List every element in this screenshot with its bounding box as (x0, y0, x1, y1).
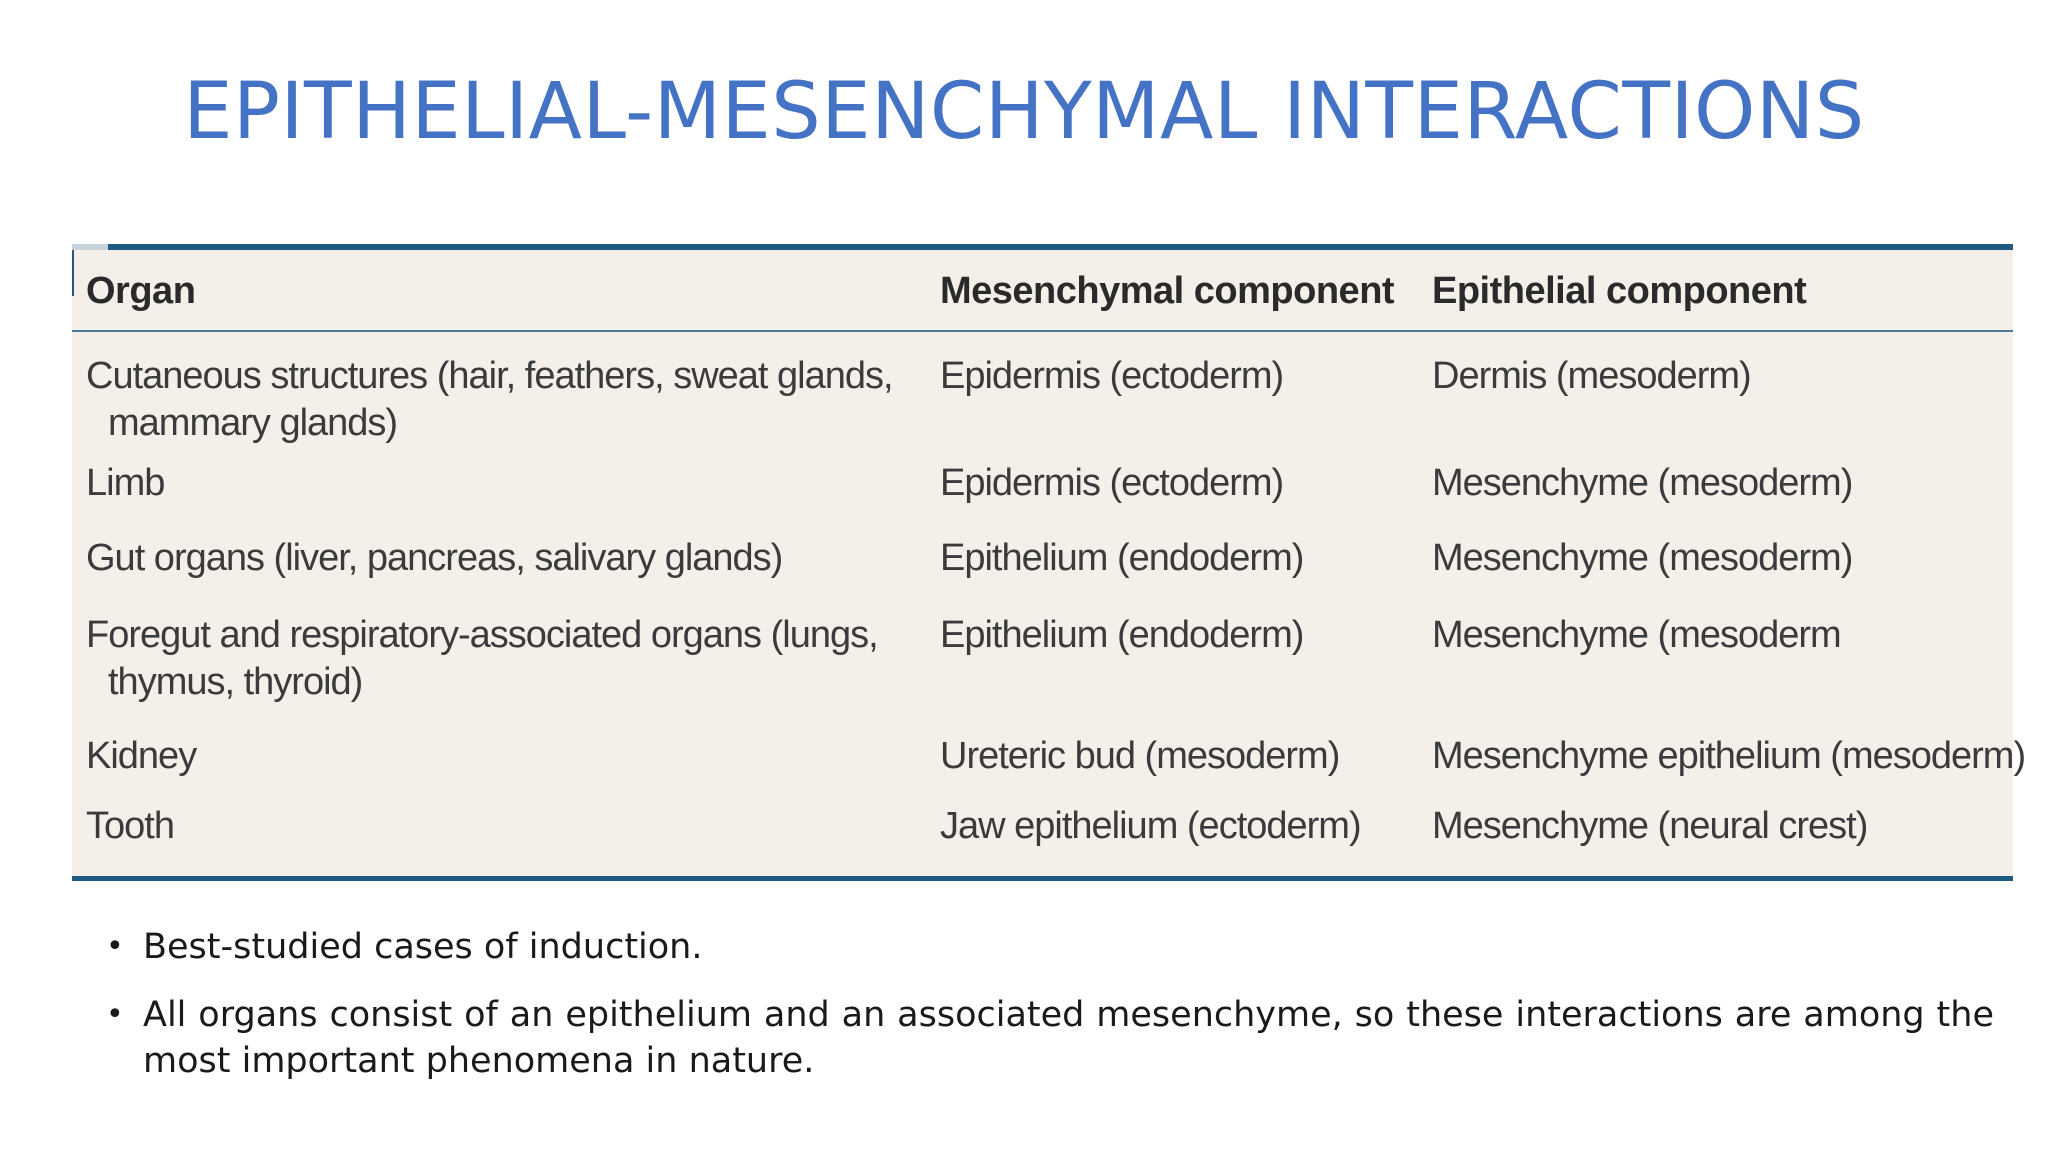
table-cell-mesenchymal: Epithelium (endoderm) (940, 537, 1304, 579)
table-header-mesenchymal: Mesenchymal component (940, 270, 1395, 312)
table-cell-mesenchymal: Ureteric bud (mesoderm) (940, 735, 1340, 777)
table-cell-mesenchymal: Epidermis (ectoderm) (940, 462, 1284, 504)
table-bottom-rule (72, 876, 2013, 881)
table-cell-epithelial: Mesenchyme epithelium (mesoderm) (1432, 735, 2026, 777)
organ-line: Foregut and respiratory-associated organs (lungs, (86, 614, 878, 656)
table-cell-organ (86, 733, 196, 780)
table-cell-organ (86, 353, 893, 447)
table-cell-epithelial: Mesenchyme (neural crest) (1432, 805, 1868, 847)
bullet-item (106, 924, 1994, 970)
table-cell-epithelial: Dermis (mesoderm) (1432, 355, 1751, 397)
table-cell-organ (86, 803, 174, 850)
table-cell-mesenchymal: Jaw epithelium (ectoderm) (940, 805, 1361, 847)
table-corner-rule (72, 250, 74, 296)
table-cell-mesenchymal: Epithelium (endoderm) (940, 614, 1304, 656)
organ-line: Cutaneous structures (hair, feathers, sweat glands, (86, 355, 893, 397)
table-cell-organ (86, 460, 164, 507)
table-cell-epithelial: Mesenchyme (mesoderm) (1432, 537, 1853, 579)
table-header-epithelial: Epithelial component (1432, 270, 1807, 312)
table-cell-epithelial: Mesenchyme (mesoderm) (1432, 462, 1853, 504)
bullet-list (106, 924, 1994, 1106)
organ-line: Gut organs (liver, pancreas, salivary glands) (86, 537, 783, 579)
bullet-text: All organs consist of an epithelium and an associated mesenchyme, so these interactions are among the most important phenomena in nature. (143, 995, 1994, 1081)
organ-line-continued: mammary glands) (108, 402, 398, 444)
organ-line-continued: thymus, thyroid) (108, 661, 363, 703)
bullet-marker: • (106, 997, 124, 1032)
table-top-rule (108, 244, 2013, 250)
bullet-text: Best-studied cases of induction. (143, 927, 703, 967)
table-corner-mark (72, 244, 108, 250)
organ-line: Kidney (86, 735, 197, 777)
slide-title: EPITHELIAL-MESENCHYMAL INTERACTIONS (183, 67, 1865, 157)
table-cell-epithelial: Mesenchyme (mesoderm (1432, 614, 1841, 656)
organ-line: Tooth (86, 805, 174, 847)
bullet-marker: • (106, 929, 124, 964)
bullet-item (106, 992, 1994, 1084)
table-cell-organ (86, 535, 782, 582)
table-cell-mesenchymal: Epidermis (ectoderm) (940, 355, 1284, 397)
table-header-rule (72, 330, 2013, 332)
organ-line: Limb (86, 462, 165, 504)
table-header-organ: Organ (86, 270, 196, 312)
table-cell-organ (86, 612, 878, 706)
